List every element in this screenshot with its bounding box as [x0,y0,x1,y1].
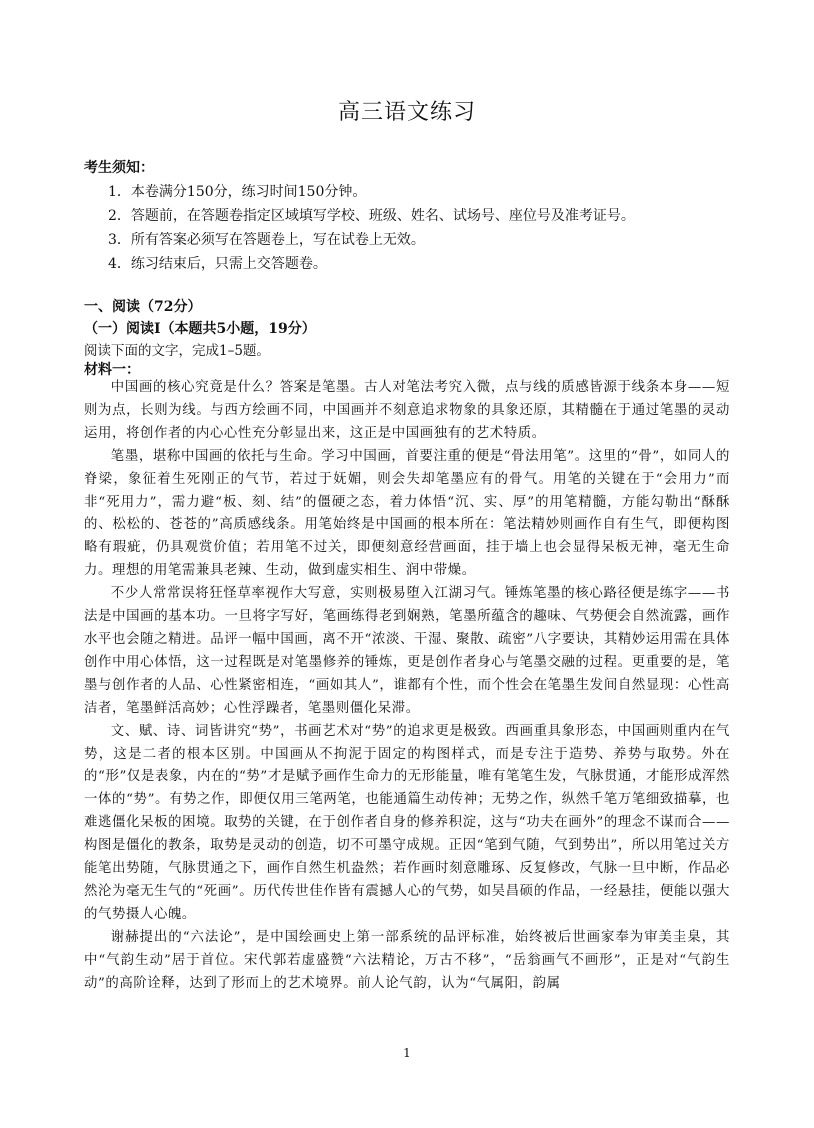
notice-item: 1．本卷满分150分，练习时间150分钟。 [108,184,367,200]
passage-paragraph: 中国画的核心究竟是什么？答案是笔墨。古人对笔法考究入微，点与线的质感皆源于线条本身——短则为点，长则为线。与西方绘画不同，中国画并不刻意追求物象的具象还原，其精髓在于通过笔墨的灵动运用，将创作者的内心心性充分彰显出来，这正是中国画独有的艺术特质。 [84,380,730,441]
section-heading: 一、阅读（72分） [84,299,202,315]
reading-instruction: 阅读下面的文字，完成1–5题。 [84,343,270,359]
passage-paragraph: 不少人常常误将狂怪草率视作大写意，实则极易堕入江湖习气。锤炼笔墨的核心路径便是练字——书法是中国画的基本功。一旦将字写好，笔画练得老到娴熟，笔墨所蕴含的趣味、气势便会自然流露，画作水平也会随之精进。品评一幅中国画，离不开“浓淡、干湿、聚散、疏密”八字要诀，其精妙运用需在具体创作中用心体悟，这一过程既是对笔墨修养的锤炼，更是创作者身心与笔墨交融的过程。更重要的是，笔墨与创作者的人品、心性紧密相连，“画如其人”，谁都有个性，而个性会在笔墨生发间自然显现：心性高洁者，笔墨鲜活高妙；心性浮躁者，笔墨则僵化呆滞。 [84,586,730,716]
notice-heading: 考生须知： [84,160,154,176]
passage-body [84,377,730,995]
notice-item: 4．练习结束后，只需上交答题卷。 [108,256,327,272]
subsection-heading: （一）阅读Ⅰ（本题共5小题，19分） [84,321,316,337]
passage-paragraph: 笔墨，堪称中国画的依托与生命。学习中国画，首要注重的便是“骨法用笔”。这里的“骨”，如同人的脊梁，象征着生死刚正的气节，若过于妩媚，则会失却笔墨应有的骨气。用笔的关键在于“会用力”而非“死用力”，需力避“板、刻、结”的僵硬之态，着力体悟“沉、实、厚”的用笔精髓，方能勾勒出“酥酥的、松松的、苍苍的”高质感线条。用笔始终是中国画的根本所在：笔法精妙则画作自有生气，即便构图略有瑕疵，仍具观赏价值；若用笔不过关，即便刻意经营画面，挂于墙上也会显得呆板无神，毫无生命力。理想的用笔需兼具老辣、生动，做到虚实相生、润中带燥。 [84,448,730,579]
page-number: 1 [403,1046,411,1060]
notice-list [108,180,748,276]
notice-item: 2．答题前，在答题卷指定区域填写学校、班级、姓名、试场号、座位号及准考证号。 [108,208,635,224]
passage-paragraph: 文、赋、诗、词皆讲究“势”，书画艺术对“势”的追求更是极致。西画重具象形态，中国画则重内在气势，这是二者的根本区别。中国画从不拘泥于固定的构图样式，而是专注于造势、养势与取势。外在的“形”仅是表象，内在的“势”才是赋予画作生命力的无形能量，唯有笔笔生发，气脉贯通，才能形成浑然一体的“势”。有势之作，即便仅用三笔两笔，也能通篇生动传神；无势之作，纵然千笔万笔细致描摹，也难逃僵化呆板的困境。取势的关键，在于创作者自身的修养积淀，这与“功夫在画外”的理念不谋而合——构图是僵化的教条，取势是灵动的创造，切不可墨守成规。正因“笔到气随，气到势出”，所以用笔过关方能笔出势随，气脉贯通之下，画作自然生机盎然；若作画时刻意雕琢、反复修改，气脉一旦中断，作品必然沦为毫无生气的“死画”。历代传世佳作皆有震撼人心的气势，如吴昌硕的作品，一经悬挂，便能以强大的气势摄人心魄。 [84,723,730,922]
notice-item: 3．所有答案必须写在答题卷上，写在试卷上无效。 [108,232,425,248]
material-label: 材料一： [84,362,140,378]
page-title: 高三语文练习 [337,100,476,125]
passage-paragraph: 谢赫提出的“六法论”，是中国绘画史上第一部系统的品评标准，始终被后世画家奉为审美圭臬，其中“气韵生动”居于首位。宋代郭若虚盛赞“六法精论，万古不移”，“岳翁画气不画形”，正是对“气韵生动”的高阶诠释，达到了形而上的艺术境界。前人论气韵，认为“气属阳，韵属 [84,929,730,991]
